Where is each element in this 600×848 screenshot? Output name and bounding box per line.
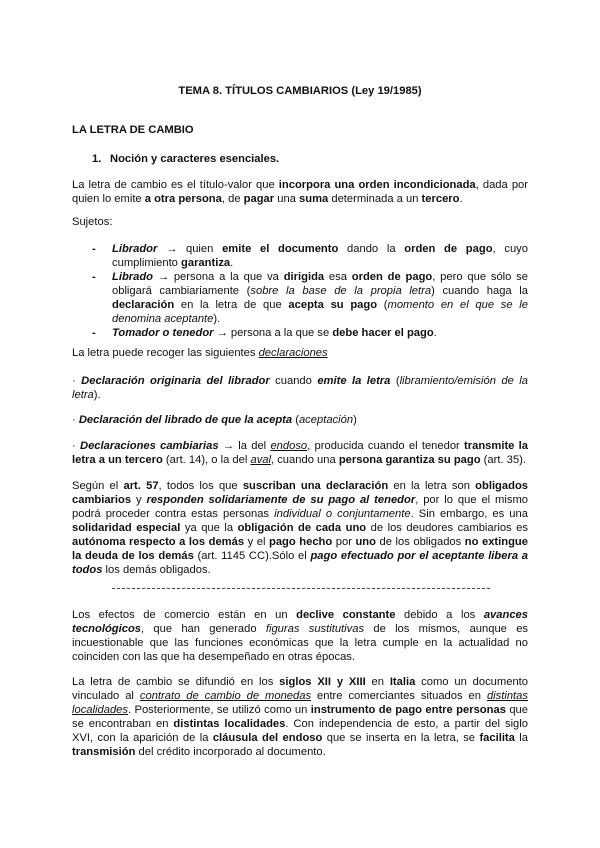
text: como un documento vinculado al (72, 676, 528, 702)
paragraph-historia (72, 675, 528, 759)
text-bold: obligación de cada uno (237, 522, 367, 534)
text-bold: art. 57 (123, 480, 159, 492)
text-italic: momento en el que se le denomina aceptante (112, 299, 528, 325)
text-italic-underline: declaraciones (258, 347, 328, 359)
text: en (365, 676, 390, 688)
text-bold-italic: avances tecnológicos (72, 609, 528, 635)
text-bold-italic: responden solidariamente de su pago al tenedor (146, 494, 416, 506)
text-bold: orden de pago (404, 243, 493, 255)
text: Según el (72, 480, 124, 492)
text: La letra de cambio se difundió en los (72, 676, 280, 688)
text-italic: figuras sustitutivas (265, 623, 365, 635)
text: ( (390, 375, 400, 387)
text-italic-underline: distintas localidades (72, 690, 528, 716)
subsection-title: Noción y caracteres esenciales. (110, 153, 280, 165)
text-bold-italic: Librado (112, 271, 154, 283)
section-heading: LA LETRA DE CAMBIO (72, 124, 194, 136)
text: . Con independencia de esto, a partir del siglo XVI, con la aparición de la (72, 718, 528, 744)
text: , dada por quien lo emite (72, 179, 528, 205)
text: , cuyo cumplimiento (112, 243, 528, 269)
text: del crédito incorporado al documento. (135, 746, 326, 758)
text: → quien (157, 243, 223, 255)
text: dando la (338, 243, 405, 255)
text-bold: dirigida (283, 271, 325, 283)
text-bold: orden de pago (351, 271, 433, 283)
text: ( (292, 414, 299, 426)
text: ya que la (180, 522, 238, 534)
text: · (72, 414, 79, 426)
text-bold: obligados cambiarios (72, 480, 529, 506)
text: , pero que sólo se obligará cambiariamente ( (112, 271, 528, 297)
list-item (92, 242, 528, 270)
text: . (230, 257, 234, 269)
bullet: - (92, 243, 96, 255)
text-bold-italic: Declaración originaria del librador (81, 375, 270, 387)
text-italic-underline: aval (250, 454, 271, 466)
text-italic: individual o conjuntamente (274, 508, 411, 520)
text: (art. 14), o la del (162, 454, 251, 466)
text-bold: a otra persona (144, 193, 222, 205)
text: ). (93, 389, 101, 401)
text: debido a los (395, 609, 484, 621)
text-italic-underline: contrato de cambio de monedas (139, 690, 312, 702)
text: . Sin embargo, es una (410, 508, 528, 520)
text: La letra puede recoger las siguientes (72, 347, 259, 359)
text-bold: siglos XII y XIII (279, 676, 366, 688)
text-bold: declive constante (296, 609, 396, 621)
text-bold: autónoma respecto a los demás (72, 536, 245, 548)
bullet: - (92, 327, 96, 339)
list-item (92, 326, 528, 340)
text: los demás obligados. (102, 564, 211, 576)
text-bold: suma (299, 193, 329, 205)
text: (art. 1145 CC).Sólo el (193, 550, 311, 562)
text-bold: instrumento de pago entre personas (310, 704, 506, 716)
text: que se inserta en la letra, se (322, 732, 480, 744)
text-bold: uno (355, 536, 376, 548)
text-bold: incorpora una orden incondicionada (278, 179, 476, 191)
list-item (92, 270, 528, 326)
text-bold: Italia (389, 676, 416, 688)
text-bold: no extingue la deuda de los demás (72, 536, 528, 562)
text: ) cuando haga la (431, 285, 528, 297)
text-bold: transmisión (72, 746, 136, 758)
text-bold: solidaridad especial (72, 522, 181, 534)
text: , producida cuando el tenedor (307, 440, 465, 452)
text-bold: garantiza (181, 257, 231, 269)
text: La letra de cambio es el título-valor que (72, 179, 279, 191)
text: y (131, 494, 147, 506)
text-bold: facilita (479, 732, 515, 744)
text: . Posteriormente, se utilizó como un (127, 704, 311, 716)
text: , cuando una (271, 454, 339, 466)
text-italic: sobre la base de la propia letra (250, 285, 432, 297)
text: esa (324, 271, 352, 283)
declaracion-aceptacion (72, 413, 528, 427)
text-bold-italic: Librador (112, 243, 158, 255)
sujetos-label: Sujetos: (72, 216, 113, 228)
text-italic-underline: endoso (270, 440, 308, 452)
text: ) (353, 414, 357, 426)
section-divider (112, 588, 490, 589)
text: · (72, 375, 82, 387)
document-title: TEMA 8. TÍTULOS CAMBIARIOS (Ley 19/1985) (178, 85, 422, 97)
declaraciones-cambiarias (72, 439, 528, 467)
text-bold-italic: Declaración del librado de que la acepta (78, 414, 293, 426)
text: , por lo que el mismo podrá proceder contra estas personas (72, 494, 528, 520)
text: y el (244, 536, 269, 548)
text-bold: debe hacer el pago (332, 327, 434, 339)
text-bold: suscriban una declaración (242, 480, 389, 492)
text: → persona a la que va (153, 271, 284, 283)
text: , todos los que (158, 480, 243, 492)
text-bold: pagar (243, 193, 275, 205)
subsection-heading (92, 152, 528, 166)
declaraciones-intro (72, 346, 528, 360)
paragraph-definition (72, 178, 528, 206)
text: la (514, 732, 528, 744)
text: en la letra de que (174, 299, 289, 311)
text: . (459, 193, 463, 205)
text-bold: persona garantiza su pago (338, 454, 481, 466)
paragraph-efectos (72, 608, 528, 664)
text-bold: transmite la letra a un tercero (72, 440, 528, 466)
text-bold: distintas localidades (173, 718, 286, 730)
text-bold: emite el documento (222, 243, 339, 255)
text-bold-italic: pago efectuado por el aceptante libera a todos (72, 550, 528, 576)
bullet: - (92, 271, 96, 283)
subsection-number: 1. (92, 153, 102, 165)
text: en la letra son (388, 480, 476, 492)
text: determinada a un (328, 193, 422, 205)
text-bold: cláusula del endoso (212, 732, 323, 744)
declaracion-originaria (72, 374, 528, 402)
text: de los deudores cambiarios es (366, 522, 528, 534)
text: de los obligados (375, 536, 465, 548)
text: de los mismos, aunque es incuestionable que las funciones económicas que la letra cumple en la actualidad no coinciden con las que ha desempeñado en otras épocas. (72, 623, 529, 663)
text-bold: acepta su pago (288, 299, 378, 311)
text: → persona a la que se (213, 327, 333, 339)
text: , que han generado (141, 623, 266, 635)
text-bold-italic: Tomador o tenedor (112, 327, 214, 339)
text: (art. 35). (480, 454, 526, 466)
text-bold-italic: emite la letra (317, 375, 391, 387)
text-bold: tercero (421, 193, 460, 205)
text: cuando (269, 375, 318, 387)
paragraph-art57 (72, 479, 528, 577)
text-bold: pago hecho (269, 536, 333, 548)
text: que se encontraban en (72, 704, 528, 730)
text-bold-italic: Declaraciones cambiarias (79, 440, 219, 452)
text-italic: aceptación (298, 414, 354, 426)
text-italic: libramiento/emisión de la letra (72, 375, 528, 401)
sujetos-list (92, 242, 528, 340)
text: . (433, 327, 437, 339)
text: → la del (218, 440, 271, 452)
text: una (274, 193, 300, 205)
text: Los efectos de comercio están en un (72, 609, 297, 621)
text-bold: declaración (112, 299, 175, 311)
text: entre comerciantes situados en (311, 690, 487, 702)
text: ). (213, 313, 221, 325)
text: por (332, 536, 356, 548)
text: , de (221, 193, 244, 205)
text: · (72, 440, 80, 452)
text: ( (377, 299, 388, 311)
